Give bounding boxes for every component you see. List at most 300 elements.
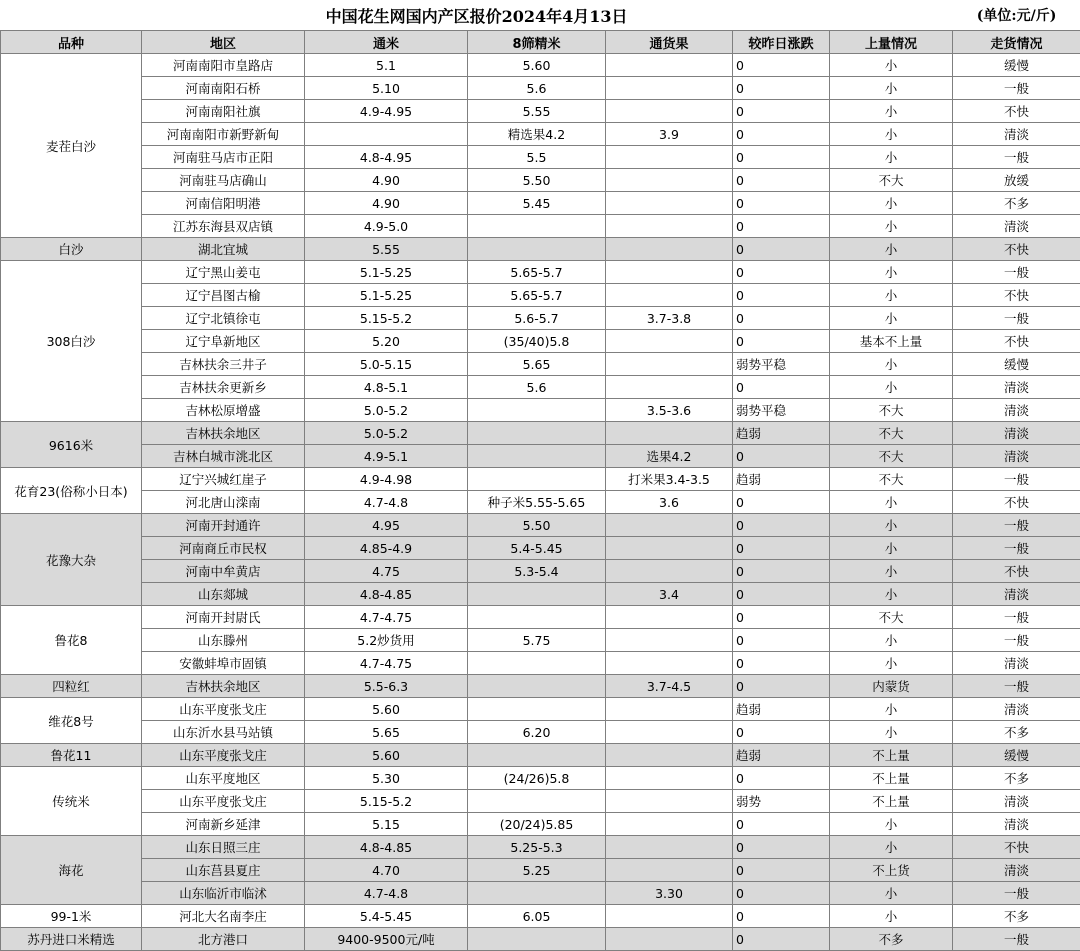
jingmi-cell: 5.60 (468, 54, 606, 77)
jingmi-cell: 5.50 (468, 514, 606, 537)
change-cell: 0 (733, 192, 830, 215)
table-row (1, 238, 1080, 261)
jingmi-cell (468, 744, 606, 767)
tongmi-cell: 4.8-4.85 (305, 583, 468, 606)
demand-cell: 一般 (953, 675, 1080, 698)
table-row (1, 284, 1080, 307)
jingmi-cell (468, 928, 606, 951)
tongguo-cell (606, 169, 733, 192)
tongguo-cell (606, 721, 733, 744)
tongmi-cell: 5.30 (305, 767, 468, 790)
variety-cell: 308白沙 (1, 261, 142, 422)
change-cell: 弱势平稳 (733, 399, 830, 422)
tongmi-cell: 4.9-4.95 (305, 100, 468, 123)
change-cell: 0 (733, 215, 830, 238)
jingmi-cell (468, 399, 606, 422)
supply-cell: 不大 (830, 169, 953, 192)
jingmi-cell: 5.4-5.45 (468, 537, 606, 560)
region-cell: 湖北宜城 (142, 238, 305, 261)
variety-cell: 白沙 (1, 238, 142, 261)
change-cell: 0 (733, 123, 830, 146)
demand-cell: 清淡 (953, 790, 1080, 813)
change-cell: 0 (733, 928, 830, 951)
supply-cell: 小 (830, 583, 953, 606)
demand-cell: 一般 (953, 882, 1080, 905)
jingmi-cell: 5.75 (468, 629, 606, 652)
table-row (1, 882, 1080, 905)
table-row (1, 330, 1080, 353)
change-cell: 0 (733, 882, 830, 905)
supply-cell: 小 (830, 491, 953, 514)
table-row (1, 859, 1080, 882)
jingmi-cell: 5.65-5.7 (468, 261, 606, 284)
jingmi-cell: 5.25-5.3 (468, 836, 606, 859)
tongmi-cell: 4.90 (305, 192, 468, 215)
region-cell: 辽宁昌图古榆 (142, 284, 305, 307)
change-cell: 趋弱 (733, 468, 830, 491)
table-row (1, 353, 1080, 376)
supply-cell: 小 (830, 238, 953, 261)
change-cell: 0 (733, 514, 830, 537)
tongmi-cell: 5.0-5.15 (305, 353, 468, 376)
variety-cell: 鲁花11 (1, 744, 142, 767)
region-cell: 辽宁阜新地区 (142, 330, 305, 353)
demand-cell: 清淡 (953, 422, 1080, 445)
supply-cell: 不多 (830, 928, 953, 951)
demand-cell: 清淡 (953, 698, 1080, 721)
change-cell: 0 (733, 606, 830, 629)
tongguo-cell (606, 353, 733, 376)
variety-cell: 四粒红 (1, 675, 142, 698)
supply-cell: 不上量 (830, 790, 953, 813)
change-cell: 0 (733, 491, 830, 514)
region-cell: 河南驻马店市正阳 (142, 146, 305, 169)
demand-cell: 不快 (953, 330, 1080, 353)
table-row (1, 767, 1080, 790)
demand-cell: 不多 (953, 192, 1080, 215)
table-row (1, 537, 1080, 560)
tongguo-cell: 3.7-4.5 (606, 675, 733, 698)
table-row (1, 675, 1080, 698)
tongguo-cell (606, 813, 733, 836)
table-row (1, 698, 1080, 721)
supply-cell: 不大 (830, 606, 953, 629)
table-row (1, 583, 1080, 606)
region-cell: 辽宁兴城红崖子 (142, 468, 305, 491)
supply-cell: 基本不上量 (830, 330, 953, 353)
variety-cell: 麦茬白沙 (1, 54, 142, 238)
tongmi-cell: 4.75 (305, 560, 468, 583)
region-cell: 吉林白城市洮北区 (142, 445, 305, 468)
region-cell: 江苏东海县双店镇 (142, 215, 305, 238)
jingmi-cell (468, 422, 606, 445)
tongguo-cell: 3.4 (606, 583, 733, 606)
supply-cell: 小 (830, 353, 953, 376)
tongguo-cell: 3.5-3.6 (606, 399, 733, 422)
variety-cell: 维花8号 (1, 698, 142, 744)
supply-cell: 小 (830, 882, 953, 905)
jingmi-cell: 5.45 (468, 192, 606, 215)
table-row (1, 146, 1080, 169)
tongguo-cell: 打米果3.4-3.5 (606, 468, 733, 491)
tongmi-cell: 4.90 (305, 169, 468, 192)
demand-cell: 一般 (953, 261, 1080, 284)
region-cell: 吉林扶余地区 (142, 675, 305, 698)
tongguo-cell (606, 77, 733, 100)
tongmi-cell: 5.1 (305, 54, 468, 77)
region-cell: 河南中牟黄店 (142, 560, 305, 583)
table-row (1, 560, 1080, 583)
jingmi-cell: 5.6 (468, 376, 606, 399)
tongguo-cell (606, 146, 733, 169)
region-cell: 河南信阳明港 (142, 192, 305, 215)
header-supply: 上量情况 (830, 31, 953, 54)
tongmi-cell: 4.8-5.1 (305, 376, 468, 399)
tongmi-cell: 5.2炒货用 (305, 629, 468, 652)
table-row (1, 445, 1080, 468)
table-row (1, 629, 1080, 652)
demand-cell: 清淡 (953, 652, 1080, 675)
supply-cell: 内蒙货 (830, 675, 953, 698)
table-row (1, 261, 1080, 284)
jingmi-cell: (35/40)5.8 (468, 330, 606, 353)
change-cell: 0 (733, 836, 830, 859)
table-row (1, 399, 1080, 422)
jingmi-cell (468, 468, 606, 491)
region-cell: 安徽蚌埠市固镇 (142, 652, 305, 675)
jingmi-cell: 5.50 (468, 169, 606, 192)
jingmi-cell (468, 445, 606, 468)
tongmi-cell: 5.1-5.25 (305, 261, 468, 284)
change-cell: 0 (733, 169, 830, 192)
table-row (1, 813, 1080, 836)
header-tongguo: 通货果 (606, 31, 733, 54)
tongguo-cell (606, 192, 733, 215)
region-cell: 山东日照三庄 (142, 836, 305, 859)
supply-cell: 小 (830, 905, 953, 928)
region-cell: 河南南阳社旗 (142, 100, 305, 123)
table-row (1, 744, 1080, 767)
demand-cell: 清淡 (953, 399, 1080, 422)
supply-cell: 小 (830, 698, 953, 721)
tongguo-cell (606, 54, 733, 77)
tongguo-cell: 3.7-3.8 (606, 307, 733, 330)
region-cell: 河南南阳市皇路店 (142, 54, 305, 77)
region-cell: 山东滕州 (142, 629, 305, 652)
tongmi-cell: 5.15 (305, 813, 468, 836)
tongmi-cell: 5.15-5.2 (305, 307, 468, 330)
table-row (1, 721, 1080, 744)
supply-cell: 小 (830, 284, 953, 307)
supply-cell: 小 (830, 77, 953, 100)
demand-cell: 清淡 (953, 583, 1080, 606)
supply-cell: 小 (830, 652, 953, 675)
tongmi-cell: 5.15-5.2 (305, 790, 468, 813)
tongmi-cell: 4.8-4.95 (305, 146, 468, 169)
region-cell: 山东临沂市临沭 (142, 882, 305, 905)
jingmi-cell (468, 583, 606, 606)
tongguo-cell: 选果4.2 (606, 445, 733, 468)
tongguo-cell (606, 744, 733, 767)
supply-cell: 小 (830, 721, 953, 744)
supply-cell: 不大 (830, 399, 953, 422)
tongguo-cell: 3.30 (606, 882, 733, 905)
supply-cell: 小 (830, 560, 953, 583)
change-cell: 0 (733, 445, 830, 468)
jingmi-cell (468, 238, 606, 261)
demand-cell: 一般 (953, 307, 1080, 330)
jingmi-cell: 6.20 (468, 721, 606, 744)
variety-cell: 花育23(俗称小日本) (1, 468, 142, 514)
table-row (1, 307, 1080, 330)
jingmi-cell (468, 652, 606, 675)
supply-cell: 小 (830, 123, 953, 146)
jingmi-cell (468, 606, 606, 629)
tongguo-cell (606, 238, 733, 261)
change-cell: 0 (733, 560, 830, 583)
region-cell: 河北大名南李庄 (142, 905, 305, 928)
variety-cell: 鲁花8 (1, 606, 142, 675)
jingmi-cell: 精选果4.2 (468, 123, 606, 146)
table-row (1, 215, 1080, 238)
tongguo-cell (606, 560, 733, 583)
jingmi-cell: (24/26)5.8 (468, 767, 606, 790)
demand-cell: 一般 (953, 77, 1080, 100)
change-cell: 0 (733, 652, 830, 675)
title-row (1, 0, 1080, 31)
demand-cell: 缓慢 (953, 54, 1080, 77)
header-change: 较昨日涨跌 (733, 31, 830, 54)
change-cell: 趋弱 (733, 422, 830, 445)
jingmi-cell (468, 882, 606, 905)
table-row (1, 836, 1080, 859)
change-cell: 弱势 (733, 790, 830, 813)
supply-cell: 小 (830, 813, 953, 836)
region-cell: 山东平度地区 (142, 767, 305, 790)
supply-cell: 小 (830, 146, 953, 169)
region-cell: 河南开封通许 (142, 514, 305, 537)
tongguo-cell (606, 537, 733, 560)
tongguo-cell (606, 100, 733, 123)
change-cell: 0 (733, 376, 830, 399)
variety-cell: 海花 (1, 836, 142, 905)
demand-cell: 缓慢 (953, 744, 1080, 767)
change-cell: 0 (733, 905, 830, 928)
change-cell: 0 (733, 307, 830, 330)
jingmi-cell: (20/24)5.85 (468, 813, 606, 836)
change-cell: 0 (733, 100, 830, 123)
change-cell: 0 (733, 721, 830, 744)
tongmi-cell: 4.9-5.0 (305, 215, 468, 238)
header-jingmi: 8筛精米 (468, 31, 606, 54)
tongguo-cell (606, 698, 733, 721)
tongmi-cell: 5.20 (305, 330, 468, 353)
tongguo-cell (606, 606, 733, 629)
region-cell: 辽宁黑山姜屯 (142, 261, 305, 284)
change-cell: 0 (733, 238, 830, 261)
jingmi-cell: 5.25 (468, 859, 606, 882)
supply-cell: 小 (830, 629, 953, 652)
tongmi-cell: 5.55 (305, 238, 468, 261)
jingmi-cell: 5.65 (468, 353, 606, 376)
region-cell: 河南驻马店确山 (142, 169, 305, 192)
table-row (1, 491, 1080, 514)
region-cell: 辽宁北镇徐屯 (142, 307, 305, 330)
region-cell: 吉林扶余地区 (142, 422, 305, 445)
table-row (1, 422, 1080, 445)
region-cell: 河南南阳市新野新甸 (142, 123, 305, 146)
header-variety: 品种 (1, 31, 142, 54)
change-cell: 0 (733, 146, 830, 169)
tongmi-cell: 5.60 (305, 744, 468, 767)
demand-cell: 清淡 (953, 445, 1080, 468)
demand-cell: 一般 (953, 146, 1080, 169)
tongguo-cell (606, 790, 733, 813)
tongmi-cell: 9400-9500元/吨 (305, 928, 468, 951)
tongguo-cell (606, 422, 733, 445)
jingmi-cell: 5.65-5.7 (468, 284, 606, 307)
table-row (1, 652, 1080, 675)
supply-cell: 不上货 (830, 859, 953, 882)
demand-cell: 清淡 (953, 859, 1080, 882)
variety-cell: 传统米 (1, 767, 142, 836)
variety-cell: 9616米 (1, 422, 142, 468)
change-cell: 0 (733, 537, 830, 560)
table-row (1, 376, 1080, 399)
table-row (1, 192, 1080, 215)
demand-cell: 不快 (953, 560, 1080, 583)
tongmi-cell: 4.9-4.98 (305, 468, 468, 491)
change-cell: 0 (733, 261, 830, 284)
jingmi-cell: 6.05 (468, 905, 606, 928)
supply-cell: 不大 (830, 468, 953, 491)
jingmi-cell: 5.5 (468, 146, 606, 169)
tongmi-cell: 4.7-4.8 (305, 882, 468, 905)
table-row (1, 905, 1080, 928)
demand-cell: 不多 (953, 721, 1080, 744)
tongguo-cell (606, 215, 733, 238)
demand-cell: 一般 (953, 468, 1080, 491)
region-cell: 河北唐山滦南 (142, 491, 305, 514)
jingmi-cell (468, 675, 606, 698)
tongmi-cell: 5.10 (305, 77, 468, 100)
demand-cell: 一般 (953, 606, 1080, 629)
tongguo-cell (606, 767, 733, 790)
tongguo-cell (606, 652, 733, 675)
demand-cell: 缓慢 (953, 353, 1080, 376)
change-cell: 0 (733, 284, 830, 307)
table-row (1, 468, 1080, 491)
table-row (1, 928, 1080, 951)
tongguo-cell (606, 514, 733, 537)
change-cell: 0 (733, 675, 830, 698)
tongguo-cell (606, 928, 733, 951)
supply-cell: 不上量 (830, 767, 953, 790)
region-cell: 河南商丘市民权 (142, 537, 305, 560)
demand-cell: 不快 (953, 836, 1080, 859)
change-cell: 弱势平稳 (733, 353, 830, 376)
region-cell: 山东莒县夏庄 (142, 859, 305, 882)
tongguo-cell (606, 330, 733, 353)
tongguo-cell (606, 905, 733, 928)
tongmi-cell: 4.70 (305, 859, 468, 882)
table-row (1, 100, 1080, 123)
table-row (1, 77, 1080, 100)
change-cell: 0 (733, 583, 830, 606)
tongmi-cell (305, 123, 468, 146)
tongmi-cell: 5.1-5.25 (305, 284, 468, 307)
variety-cell: 99-1米 (1, 905, 142, 928)
change-cell: 0 (733, 813, 830, 836)
tongguo-cell (606, 284, 733, 307)
table-row (1, 606, 1080, 629)
region-cell: 北方港口 (142, 928, 305, 951)
demand-cell: 清淡 (953, 376, 1080, 399)
table-row (1, 54, 1080, 77)
change-cell: 0 (733, 330, 830, 353)
tongmi-cell: 5.5-6.3 (305, 675, 468, 698)
jingmi-cell (468, 215, 606, 238)
tongmi-cell: 4.7-4.75 (305, 652, 468, 675)
demand-cell: 一般 (953, 928, 1080, 951)
change-cell: 0 (733, 629, 830, 652)
supply-cell: 小 (830, 261, 953, 284)
demand-cell: 不快 (953, 100, 1080, 123)
demand-cell: 清淡 (953, 813, 1080, 836)
change-cell: 趋弱 (733, 698, 830, 721)
demand-cell: 一般 (953, 629, 1080, 652)
supply-cell: 小 (830, 537, 953, 560)
header-tongmi: 通米 (305, 31, 468, 54)
demand-cell: 一般 (953, 537, 1080, 560)
jingmi-cell: 种子米5.55-5.65 (468, 491, 606, 514)
tongguo-cell: 3.9 (606, 123, 733, 146)
variety-cell: 苏丹进口米精选 (1, 928, 142, 951)
table-row (1, 169, 1080, 192)
tongmi-cell: 4.9-5.1 (305, 445, 468, 468)
tongmi-cell: 4.95 (305, 514, 468, 537)
header-demand: 走货情况 (953, 31, 1080, 54)
demand-cell: 清淡 (953, 215, 1080, 238)
tongmi-cell: 5.60 (305, 698, 468, 721)
table-row (1, 123, 1080, 146)
demand-cell: 不多 (953, 905, 1080, 928)
tongguo-cell (606, 629, 733, 652)
supply-cell: 小 (830, 100, 953, 123)
header-row (1, 31, 1080, 54)
tongguo-cell (606, 859, 733, 882)
table-row (1, 790, 1080, 813)
header-region: 地区 (142, 31, 305, 54)
jingmi-cell: 5.6 (468, 77, 606, 100)
region-cell: 山东郯城 (142, 583, 305, 606)
unit-label: (单位:元/斤) (953, 0, 1080, 31)
tongmi-cell: 5.0-5.2 (305, 399, 468, 422)
tongguo-cell (606, 376, 733, 399)
jingmi-cell (468, 790, 606, 813)
region-cell: 吉林扶余三井子 (142, 353, 305, 376)
table-row (1, 514, 1080, 537)
change-cell: 0 (733, 859, 830, 882)
tongguo-cell: 3.6 (606, 491, 733, 514)
supply-cell: 小 (830, 54, 953, 77)
region-cell: 河南新乡延津 (142, 813, 305, 836)
change-cell: 0 (733, 767, 830, 790)
tongmi-cell: 5.0-5.2 (305, 422, 468, 445)
supply-cell: 不大 (830, 422, 953, 445)
supply-cell: 小 (830, 307, 953, 330)
demand-cell: 不多 (953, 767, 1080, 790)
